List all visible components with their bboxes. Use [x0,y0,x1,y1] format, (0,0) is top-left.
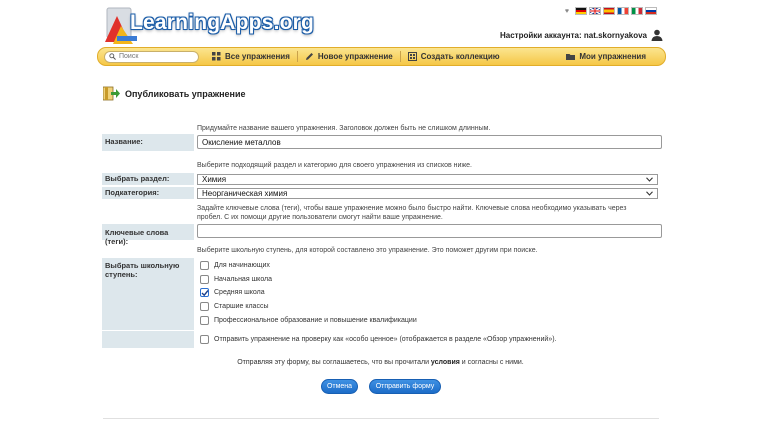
section-select[interactable] [197,174,658,185]
collection-icon [408,52,417,61]
level-option-label: Средняя школа [214,289,265,296]
checkbox[interactable] [200,302,209,311]
main-nav [97,47,666,66]
terms-link[interactable]: условия [430,359,460,366]
search-icon [109,53,116,60]
flag-de-icon[interactable] [575,7,587,15]
flag-gb-icon[interactable] [589,7,601,15]
name-hint: Придумайте название вашего упражнения. Заголовок должен быть не слишком длинным. [197,125,491,132]
nav-my-apps-label: Мои упражнения [579,52,646,61]
checkmark-icon [201,289,209,297]
logo-text: LearningApps.org [130,11,315,34]
flag-es-icon[interactable] [603,7,615,15]
cancel-button[interactable]: Отмена [321,379,358,394]
section-label: Выбрать раздел: [102,173,194,185]
checkbox[interactable] [200,335,209,344]
flag-it-icon[interactable] [631,7,643,15]
submit-button[interactable]: Отправить форму [369,379,441,394]
folder-icon [566,52,575,61]
level-option-high[interactable] [200,302,268,311]
nav-all-apps[interactable] [205,50,297,63]
terms-suffix: и согласны с ними. [459,359,524,366]
level-option-label: Начальная школа [214,276,273,283]
nav-create-collection[interactable] [401,50,507,63]
tags-input[interactable] [197,224,662,238]
review-label-cell [102,331,194,348]
subcategory-select-value: Неорганическая химия [202,189,288,198]
flag-ru-icon[interactable] [645,7,657,15]
page-title-text: Опубликовать упражнение [125,88,246,99]
checkbox[interactable] [200,275,209,284]
level-option-label: Для начинающих [214,262,270,269]
flag-fr-icon[interactable] [617,7,629,15]
level-label: Выбрать школьную ступень: [102,258,194,330]
search-box[interactable] [104,51,199,63]
tags-hint: Задайте ключевые слова (теги), чтобы ваше упражнение можно было быстро найти. Ключевые слова необходимо указывать через пробел. С их помощи другие пользователи смогут найти ваше упражнение. [197,205,627,221]
name-input[interactable] [197,135,662,149]
level-option-secondary[interactable] [200,288,265,297]
name-label: Название: [102,134,194,151]
review-option[interactable] [200,335,557,344]
grid-icon [212,52,221,61]
nav-my-apps[interactable] [559,50,653,63]
account-menu[interactable] [500,29,663,41]
chevron-down-icon [646,177,653,182]
terms-agreement [0,359,761,366]
search-input[interactable] [119,53,194,60]
account-label[interactable]: Настройки аккаунта: nat.skornyakova [499,30,647,40]
nav-new-app-label: Новое упражнение [317,52,393,61]
level-hint: Выберите школьную ступень, для которой составлено это упражнение. Это поможет другим при поиске. [197,247,538,254]
level-option-beginners[interactable] [200,261,270,270]
level-option-label: Профессиональное образование и повышение квалификации [214,317,417,324]
checkbox[interactable] [200,261,209,270]
terms-prefix: Отправляя эту форму, вы соглашаетесь, что вы прочитали [237,359,431,366]
nav-new-app[interactable] [298,50,400,63]
chevron-down-icon [646,191,653,196]
level-option-label: Старшие классы [214,303,269,310]
subcategory-select[interactable] [197,188,658,199]
tags-label: Ключевые слова (теги): [102,224,194,240]
publish-icon [103,86,120,101]
nav-create-collection-label: Создать коллекцию [420,52,500,61]
level-option-primary[interactable] [200,275,272,284]
heart-icon[interactable]: ♥ [564,7,569,15]
pencil-icon [305,52,314,61]
checkbox[interactable] [200,316,209,325]
checkbox-checked[interactable] [200,288,209,297]
page-title [103,86,246,101]
review-option-label: Отправить упражнение на проверку как «особо ценное» (отображается в разделе «Обзор упражнений»). [214,336,557,343]
logo[interactable] [103,2,315,46]
category-hint: Выберите подходящий раздел и категорию для своего упражнения из списков ниже. [197,162,472,169]
user-icon[interactable] [651,29,663,41]
level-option-professional[interactable] [200,316,417,325]
nav-all-apps-label: Все упражнения [225,52,290,61]
section-select-value: Химия [202,175,227,184]
footer-divider [103,418,659,419]
subcategory-label: Подкатегория: [102,187,194,199]
language-flags [565,7,657,15]
